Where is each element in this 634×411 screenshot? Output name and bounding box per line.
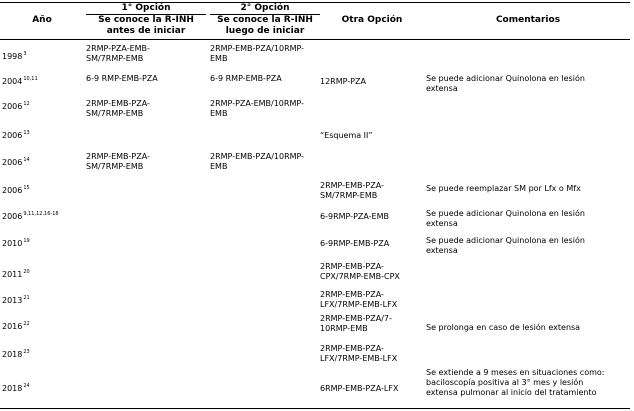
reference-superscript: 13 bbox=[23, 130, 30, 136]
comment-text: Se puede reemplazar SM por Lfx o Mfx bbox=[426, 184, 581, 193]
header-other: Otra Opción bbox=[341, 15, 403, 25]
row-year bbox=[2, 322, 30, 332]
reference-superscript: 3 bbox=[23, 51, 27, 57]
other-option-regimen: 2RMP-EMB-PZA- LFX/7RMP-EMB-LFX bbox=[320, 290, 398, 309]
comment-text: Se prolonga en caso de lesión extensa bbox=[426, 323, 581, 332]
header-bottom-rule bbox=[0, 39, 630, 40]
year-text: 2006 bbox=[2, 131, 23, 140]
table-bottom-rule bbox=[0, 408, 630, 409]
reference-superscript: 24 bbox=[23, 383, 30, 389]
row-year bbox=[2, 158, 30, 168]
header-option2-group: 2° Opción bbox=[240, 3, 290, 13]
header-option2-sub: Se conoce la R-INH luego de iniciar bbox=[217, 15, 313, 36]
header-year: Año bbox=[32, 15, 52, 25]
year-text: 2006 bbox=[2, 102, 23, 111]
year-text: 2006 bbox=[2, 186, 23, 195]
reference-superscript: 20 bbox=[23, 269, 30, 275]
option1-regimen: 6-9 RMP-EMB-PZA bbox=[86, 74, 158, 83]
header-option1-sub: Se conoce la R-INH antes de iniciar bbox=[98, 15, 194, 36]
other-option-regimen: 2RMP-EMB-PZA- SM/7RMP-EMB bbox=[320, 181, 384, 200]
row-year bbox=[2, 212, 59, 222]
reference-superscript: 22 bbox=[23, 321, 30, 327]
option1-regimen: 2RMP-EMB-PZA- SM/7RMP-EMB bbox=[86, 152, 150, 171]
reference-superscript: 23 bbox=[23, 349, 30, 355]
year-text: 2006 bbox=[2, 158, 23, 167]
other-option-regimen: 2RMP-EMB-PZA- LFX/7RMP-EMB-LFX bbox=[320, 344, 398, 363]
row-year bbox=[2, 384, 30, 394]
option2-regimen: 6-9 RMP-EMB-PZA bbox=[210, 74, 282, 83]
other-option-regimen: 12RMP-PZA bbox=[320, 77, 366, 86]
row-year bbox=[2, 239, 30, 249]
reference-superscript: 12 bbox=[23, 101, 30, 107]
header-option1-group: 1° Opción bbox=[121, 3, 171, 13]
row-year bbox=[2, 270, 30, 280]
comment-text: Se extiende a 9 meses en situaciones como: baciloscopía positiva al 3° mes y lesión extensa pulmonar al inicio del tratamiento bbox=[426, 368, 605, 397]
year-text: 2006 bbox=[2, 212, 23, 221]
option1-regimen: 2RMP-PZA-EMB- SM/7RMP-EMB bbox=[86, 44, 150, 63]
other-option-regimen: 2RMP-EMB-PZA/7- 10RMP-EMB bbox=[320, 314, 392, 333]
row-year bbox=[2, 52, 27, 62]
comment-text: Se puede adicionar Quinolona en lesión extensa bbox=[426, 74, 585, 93]
year-text: 2013 bbox=[2, 296, 23, 305]
option2-regimen: 2RMP-EMB-PZA/10RMP- EMB bbox=[210, 44, 305, 63]
reference-superscript: 9,11,12,16-18 bbox=[23, 211, 59, 217]
other-option-regimen: 6RMP-EMB-PZA-LFX bbox=[320, 384, 399, 393]
reference-superscript: 21 bbox=[23, 295, 30, 301]
other-option-regimen: 6-9RMP-EMB-PZA bbox=[320, 239, 390, 248]
row-year bbox=[2, 102, 30, 112]
year-text: 2010 bbox=[2, 239, 23, 248]
row-year bbox=[2, 186, 30, 196]
year-text: 2011 bbox=[2, 270, 23, 279]
option1-regimen: 2RMP-EMB-PZA- SM/7RMP-EMB bbox=[86, 99, 150, 118]
option2-regimen: 2RMP-EMB-PZA/10RMP- EMB bbox=[210, 152, 305, 171]
comment-text: Se puede adicionar Quinolona en lesión extensa bbox=[426, 236, 585, 255]
reference-superscript: 10,11 bbox=[23, 76, 38, 82]
other-option-regimen: “Esquema II” bbox=[320, 131, 373, 140]
row-year bbox=[2, 131, 30, 141]
reference-superscript: 15 bbox=[23, 185, 30, 191]
year-text: 1998 bbox=[2, 52, 23, 61]
row-year bbox=[2, 350, 30, 360]
other-option-regimen: 2RMP-EMB-PZA- CPX/7RMP-EMB-CPX bbox=[320, 262, 400, 281]
row-year bbox=[2, 296, 30, 306]
row-year bbox=[2, 77, 38, 87]
comment-text: Se puede adicionar Quinolona en lesión extensa bbox=[426, 209, 585, 228]
year-text: 2004 bbox=[2, 77, 23, 86]
year-text: 2016 bbox=[2, 322, 23, 331]
option2-regimen: 2RMP-PZA-EMB/10RMP- EMB bbox=[210, 99, 304, 118]
year-text: 2018 bbox=[2, 384, 23, 393]
year-text: 2018 bbox=[2, 350, 23, 359]
other-option-regimen: 6-9RMP-PZA-EMB bbox=[320, 212, 389, 221]
header-comments: Comentarios bbox=[495, 15, 561, 25]
reference-superscript: 14 bbox=[23, 157, 30, 163]
reference-superscript: 19 bbox=[23, 238, 30, 244]
